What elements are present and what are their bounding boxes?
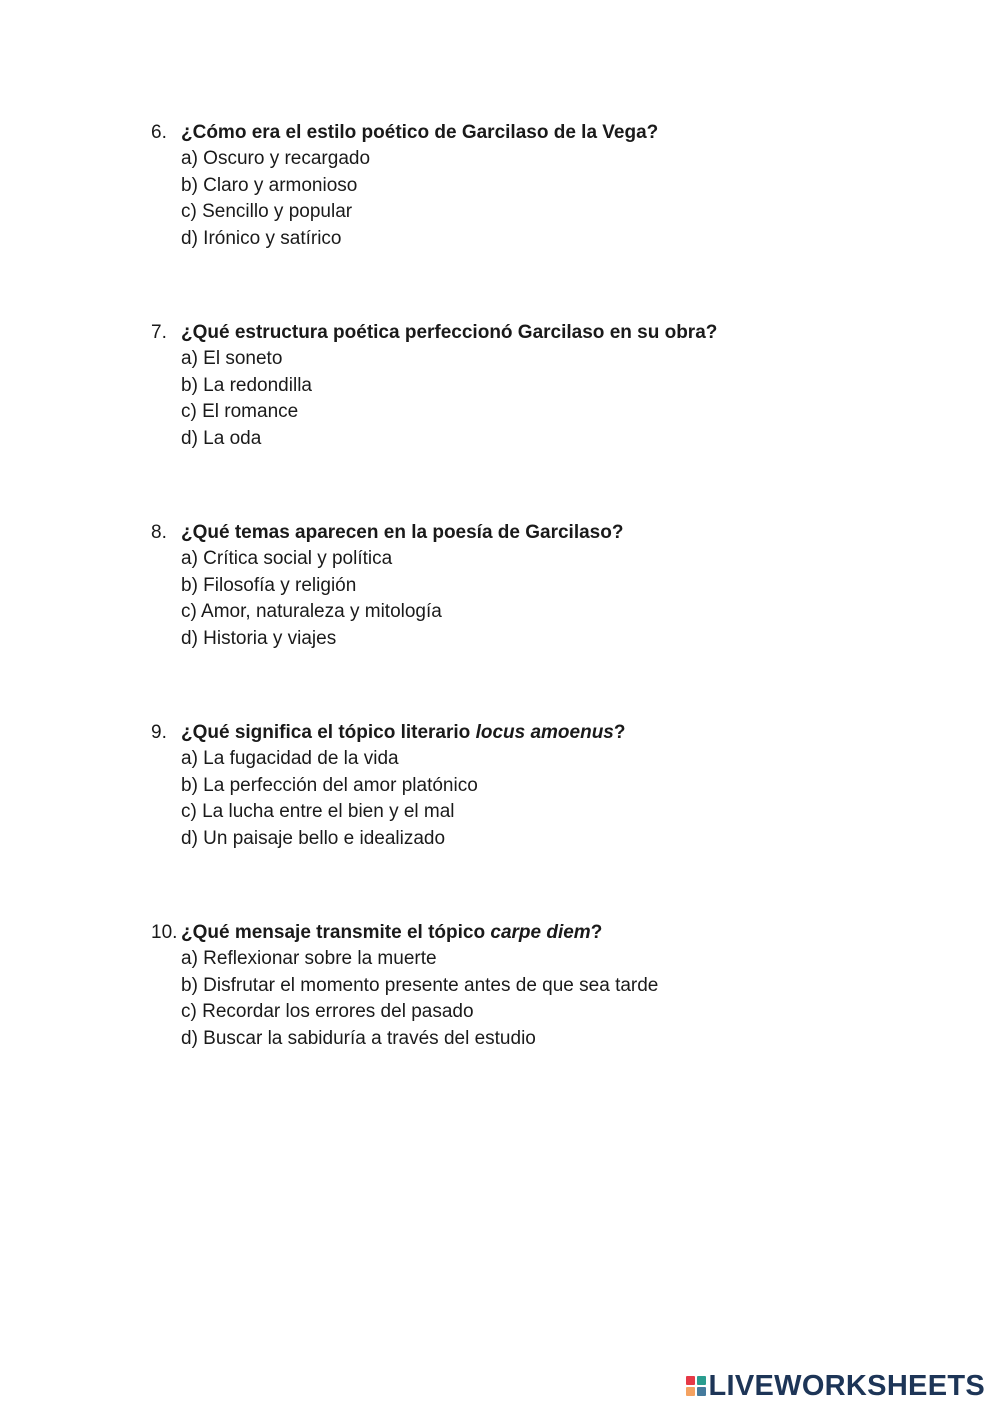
answer-options: [151, 946, 931, 1052]
logo-square: [697, 1387, 706, 1396]
question-7: [151, 319, 931, 452]
answer-option[interactable]: c) Sencillo y popular: [181, 201, 353, 222]
answer-options: [151, 546, 931, 652]
question-text: ¿Cómo era el estilo poético de Garcilaso de la Vega?: [181, 122, 659, 143]
question-text: ¿Qué significa el tópico literario locus amoenus?: [181, 722, 626, 743]
answer-option[interactable]: b) Disfrutar el momento presente antes de que sea tarde: [181, 974, 659, 996]
answer-option[interactable]: d) Un paisaje bello e idealizado: [181, 827, 446, 849]
logo-square: [686, 1387, 695, 1396]
question-text: ¿Qué temas aparecen en la poesía de Garcilaso?: [181, 522, 624, 543]
question-text: ¿Qué estructura poética perfeccionó Garcilaso en su obra?: [181, 322, 718, 343]
question-8: [151, 519, 931, 652]
answer-option[interactable]: d) La oda: [181, 427, 262, 449]
answer-option[interactable]: b) La perfección del amor platónico: [181, 774, 478, 796]
answer-option[interactable]: c) El romance: [181, 401, 299, 422]
answer-option[interactable]: d) Irónico y satírico: [181, 227, 342, 249]
question-9: [151, 719, 931, 852]
answer-option[interactable]: a) Reflexionar sobre la muerte: [181, 948, 437, 969]
question-heading: [151, 719, 931, 746]
logo-square: [697, 1376, 706, 1385]
question-heading: [151, 919, 931, 946]
question-heading: [151, 119, 931, 146]
logo-text: LIVEWORKSHEETS: [708, 1370, 985, 1402]
answer-option[interactable]: d) Historia y viajes: [181, 627, 337, 649]
question-number: 7.: [151, 322, 167, 343]
answer-option[interactable]: b) Claro y armonioso: [181, 174, 358, 196]
answer-options: [151, 746, 931, 852]
liveworksheets-logo: [686, 1370, 986, 1402]
answer-option[interactable]: a) Crítica social y política: [181, 548, 393, 569]
question-number: 9.: [151, 722, 167, 743]
question-text: ¿Qué mensaje transmite el tópico carpe diem?: [181, 922, 603, 943]
question-heading: [151, 319, 931, 346]
question-heading: [151, 519, 931, 546]
answer-option[interactable]: a) La fugacidad de la vida: [181, 748, 399, 769]
answer-option[interactable]: a) Oscuro y recargado: [181, 148, 371, 169]
answer-option[interactable]: b) La redondilla: [181, 374, 312, 396]
answer-options: [151, 146, 931, 252]
question-number: 8.: [151, 522, 167, 543]
question-6: [151, 119, 931, 252]
answer-options: [151, 346, 931, 452]
answer-option[interactable]: b) Filosofía y religión: [181, 574, 357, 596]
logo-icon: [686, 1376, 706, 1396]
logo-square: [686, 1376, 695, 1385]
question-number: 6.: [151, 122, 167, 143]
answer-option[interactable]: a) El soneto: [181, 348, 283, 369]
answer-option[interactable]: c) Amor, naturaleza y mitología: [181, 601, 442, 622]
question-10: [151, 919, 931, 1052]
answer-option[interactable]: c) La lucha entre el bien y el mal: [181, 801, 455, 822]
question-number: 10.: [151, 922, 178, 943]
answer-option[interactable]: d) Buscar la sabiduría a través del estudio: [181, 1027, 536, 1049]
answer-option[interactable]: c) Recordar los errores del pasado: [181, 1001, 474, 1022]
